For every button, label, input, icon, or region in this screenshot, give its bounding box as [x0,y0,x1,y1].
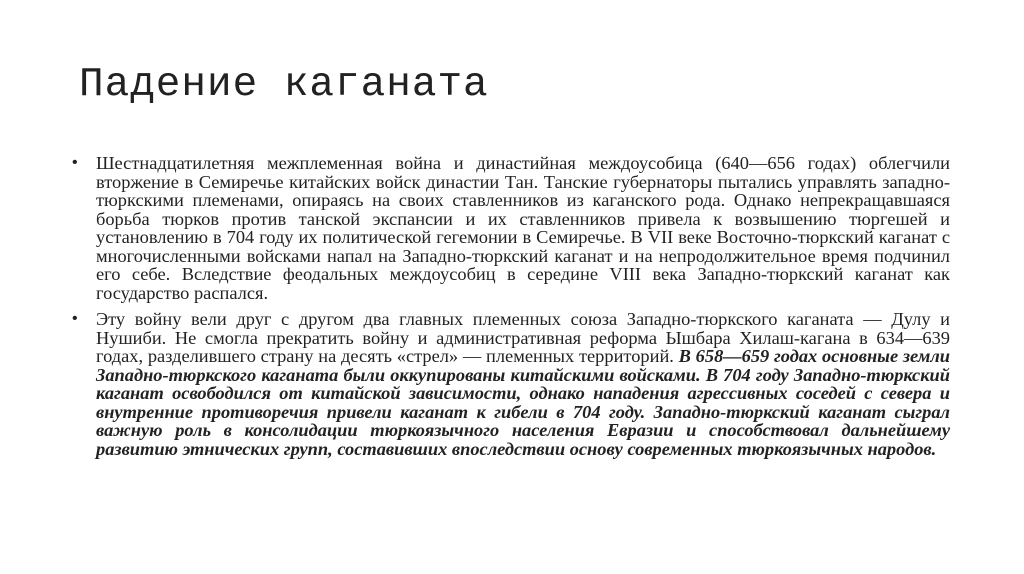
bullet-emphasis-text: В 658—659 годах основные земли Западно-тюркского каганата были оккупированы китайскими войсками. В 704 году Западно-тюркский каганат освободился от китайской зависимости, однако нападения агрессивных соседей с севера и внутренние противоречия привели каганат к гибели в 704 году. Западно-тюркский каганат сыграл важную роль в консолидации тюркоязычного населения Евразии и способствовал дальнейшему развитию этнических групп, составивших впоследствии основу современных тюркоязычных народов. [96,346,950,459]
bullet-item-2 [72,310,950,458]
bullet-text: Шестнадцатилетняя межплеменная война и династийная междоусобица (640—656 годах) облегчили вторжение в Семиречье китайских войск династии Тан. Танские губернаторы пытались управлять западно-тюркскими племенами, опираясь на своих ставленников из каганского рода. Однако непрекращавшаяся борьба тюрков против танской экспансии и их ставленников привела к возвышению тюргешей и установлению в 704 году их политической гегемонии в Семиречье. В VII веке Восточно-тюркский каганат с многочисленными войсками напал на Западно-тюркский каганат и на непродолжительное время подчинил его себе. Вследствие феодальных междоусобиц в середине VIII века Западно-тюркский каганат как государство распался. [96,153,950,303]
bullet-item-1 [72,154,950,302]
bullet-list [72,154,950,466]
bullet-text: Эту войну вели друг с другом два главных племенных союза Западно-тюркского каганата — Дулу и Нушиби. Не смогла прекратить войну и административная реформа Ышбара Хилаш-кагана в 634—639 годах, разделившего страну на десять «стрел» — племенных территорий. [96,309,950,366]
slide-title: Падение каганата [79,62,489,108]
bullet-icon: • [72,310,78,327]
bullet-icon: • [72,154,78,171]
